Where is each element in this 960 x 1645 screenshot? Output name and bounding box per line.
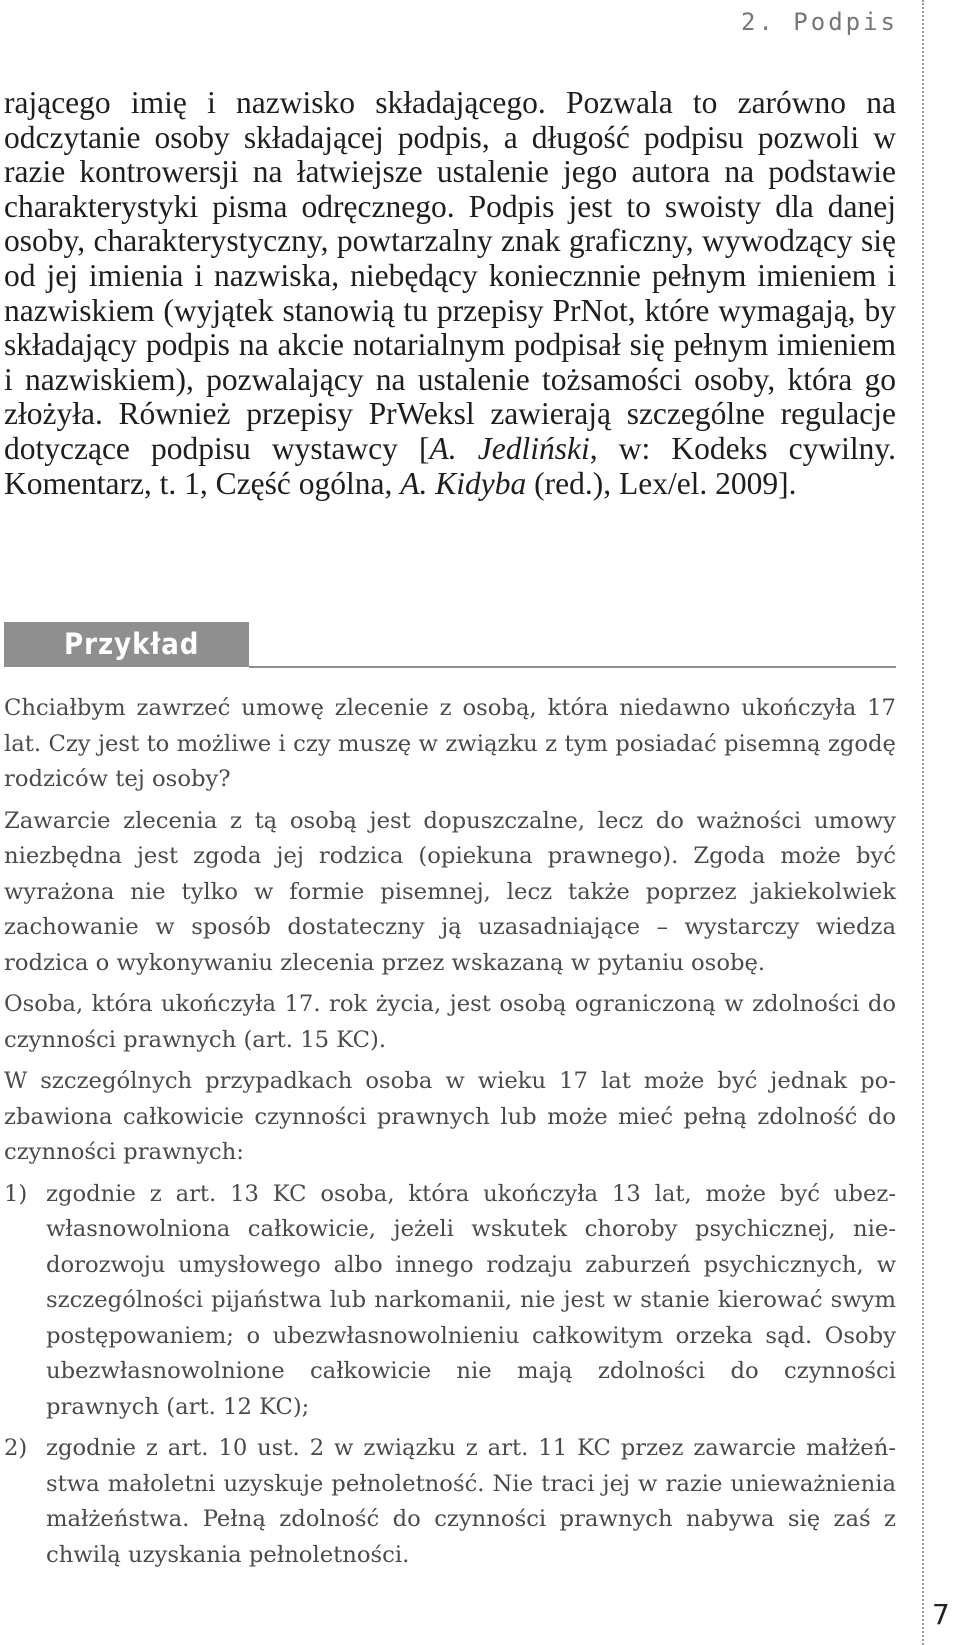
dotted-margin-rule xyxy=(922,0,924,1645)
main-paragraph xyxy=(4,86,896,501)
example-box xyxy=(4,691,896,1579)
example-answer-paragraph: Zawarcie zlecenia z tą osobą jest dopuszczalne, lecz do ważności umowy niezbędna jest zgoda jej rodzica (opiekuna prawnego). Zgoda może być wyrażona nie tylko w formie pisemnej, lecz także poprzez jakiekolwiek zachowanie w sposób dostateczny ją uzasadniające – wystarczy wiedza rodzica o wykonywaniu zlecenia przez wskazaną w pytaniu osobę. xyxy=(4,807,896,976)
example-header-rule xyxy=(249,666,896,668)
list-marker: 2) xyxy=(4,1435,28,1461)
main-text-part3: (red.), Lex/el. 2009]. xyxy=(526,465,797,501)
page-number: 7 xyxy=(932,1598,950,1631)
example-question: Chciałbym zawrzeć umowę zlecenie z osobą, która niedawno ukończyła 17 lat. Czy jest to możliwe i czy muszę w związku z tym posiadać pisemną zgodę rodziców tej osoby? xyxy=(4,695,896,792)
running-header: 2. Podpis xyxy=(740,8,898,36)
list-item xyxy=(4,1177,896,1426)
citation-author: A. Jedliński xyxy=(429,430,590,466)
example-answer-paragraph: W szczególnych przypadkach osoba w wieku 17 lat może być jednak pozbawiona całkowicie czynności prawnych lub może mieć pełną zdolność do czynności prawnych: xyxy=(4,1068,896,1165)
main-text-part2: , w: Kodeks cywilny. Komentarz, t. 1, Część ogólna, xyxy=(4,430,896,501)
main-text-part1: rającego imię i nazwisko składającego. Pozwala to zarówno na odczytanie osoby składającej podpis, a długość podpisu pozwoli w razie kontrowersji na łatwiejsze ustalenie jego autora na podstawie charakterystyki pisma odręcznego. Podpis jest to swoisty dla danej osoby, charakterystyczny, powtarzalny znak graficzny, wywodzący się od jej imienia i nazwiska, niebędący koniecznnie pełnym imieniem i nazwiskiem (wyjątek stanowią tu przepisy PrNot, które wymagają, by składający podpis na akcie notarialnym podpisał się pełnym imieniem i nazwiskiem), pozwalający na ustalenie tożsamości osoby, która go złożyła. Również przepisy PrWeksl zawierają szczególne regulacje dotyczące podpisu wystawcy [ xyxy=(4,85,896,466)
example-header xyxy=(4,622,896,668)
citation-editor: A. Kidyba xyxy=(400,465,527,501)
list-item xyxy=(4,1431,896,1573)
list-item-text: zgodnie z art. 13 KC osoba, która ukończyła 13 lat, może być ubezwłasnowolniona całkowicie, jeżeli wskutek choroby psychicznej, niedorozwoju umysłowego albo innego rodzaju zaburzeń psychicznych, w szczególności pijaństwa lub narkomanii, nie jest w stanie kierować swym postępowaniem; o ubezwłasnowolnieniu całkowitym orzeka sąd. Osoby ubezwłasnowolnione całkowicie nie mają zdolności do czynności prawnych (art. 12 KC); xyxy=(46,1180,896,1420)
example-answer-paragraph: Osoba, która ukończyła 17. rok życia, jest osobą ograniczoną w zdolności do czynności prawnych (art. 15 KC). xyxy=(4,991,896,1053)
example-label: Przykład xyxy=(4,622,249,667)
list-item-text: zgodnie z art. 10 ust. 2 w związku z art. 11 KC przez zawarcie małżeństwa małoletni uzyskuje pełnoletność. Nie traci jej w razie unieważnienia małżeństwa. Pełną zdolność do czynności prawnych nabywa się zaś z chwilą uzyskania pełnoletności. xyxy=(46,1435,896,1568)
list-marker: 1) xyxy=(4,1180,28,1207)
